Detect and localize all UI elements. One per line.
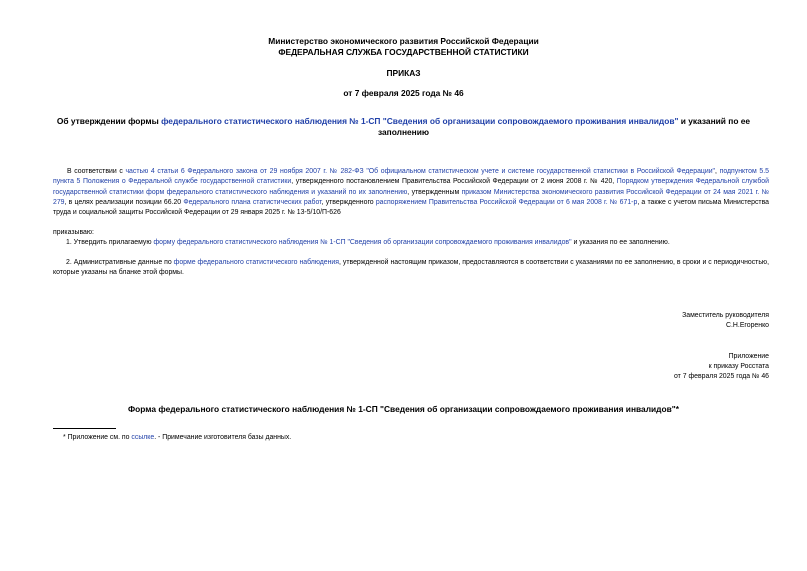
item2-text: 2. Административные данные по [66,259,174,266]
federal-plan-link[interactable]: Федерального плана статистических работ [183,198,322,206]
doc-type: ПРИКАЗ [386,68,421,78]
procedure-link[interactable]: Порядком утверждения Федеральной службой государственной статистики форм федерального статистического наблюдения и указаний по их заполнению [53,178,769,196]
signature-name: С.Н.Егоренко [726,322,769,329]
preamble-text: , [715,168,720,175]
footnote-divider [53,428,116,429]
appendix-line-1: Приложение [728,353,769,360]
footnote-text: * Приложение см. по [63,434,132,441]
item1-form-link[interactable]: форму федерального статистического наблюдения № 1-СП "Сведения об организации сопровождаемого проживания инвалидов" [153,239,572,246]
regulation-link[interactable]: подпунктом 5.5 пункта 5 Положения о Федеральной службе государственной статистики [53,168,769,186]
government-order-link[interactable]: распоряжением Правительства Российской Федерации от 6 мая 2008 г. № 671-р [375,198,638,206]
title-text-end: и указаний по ее заполнению [377,116,751,137]
preamble-text: , в целях реализации позиции 66.20 [64,198,184,206]
ministry-name: Министерство экономического развития Российской Федерации [268,36,539,46]
preamble-paragraph [53,167,769,218]
ministry-order-link[interactable]: приказом Министерства экономического развития Российской Федерации от 24 мая 2021 г. № 279 [53,188,769,206]
law-link[interactable]: частью 4 статьи 6 Федерального закона от 29 ноября 2007 г. № 282-ФЗ "Об официальном статистическом учете и системе государственной статистики в Российской Федерации" [125,168,715,175]
preamble-text: , утвержденного [321,198,376,206]
signature-position: Заместитель руководителя [682,312,769,319]
title-form-link[interactable]: федерального статистического наблюдения № 1-СП "Сведения об организации сопровождаемого проживания инвалидов" [161,116,679,126]
order-title [38,116,769,138]
footnote-text-end: . - Примечание изготовителя базы данных. [154,434,292,441]
appendix-line-2: к приказу Росстата [708,363,769,370]
doc-date-number: от 7 февраля 2025 года № 46 [343,88,464,98]
order-item-1 [66,238,769,248]
preamble-text: В соответствии с [67,168,126,175]
appendix-line-3: от 7 февраля 2025 года № 46 [673,373,769,380]
footnote [63,433,291,443]
footnote-link[interactable]: ссылке [131,434,155,441]
preamble-text: , утвержденным [407,188,462,196]
item1-text: 1. Утвердить прилагаемую [66,239,154,246]
preamble-text: , утвержденного постановлением Правительства Российской Федерации от 2 июня 2008 г. № 420, [291,178,617,186]
order-item-2 [53,258,769,279]
service-name: ФЕДЕРАЛЬНАЯ СЛУЖБА ГОСУДАРСТВЕННОЙ СТАТИСТИКИ [278,47,529,57]
item1-text-end: и указания по ее заполнению. [571,239,670,246]
item2-text-end: , утвержденной настоящим приказом, предоставляются в соответствии с указаниями по ее заполнению, в сроки и с периодичностью, которые указаны на бланке этой формы. [53,259,769,277]
form-title: Форма федерального статистического наблюдения № 1-СП "Сведения об организации сопровождаемого проживания инвалидов"* [128,404,679,414]
item2-form-link[interactable]: форме федерального статистического наблюдения [173,259,339,266]
order-word: приказываю: [53,229,94,236]
preamble-text: , а также с учетом письма Министерства труда и социальной защиты Российской Федерации от 29 января 2025 г. № 13-5/10/П-626 [53,198,769,217]
title-text: Об утверждении формы [56,116,162,126]
